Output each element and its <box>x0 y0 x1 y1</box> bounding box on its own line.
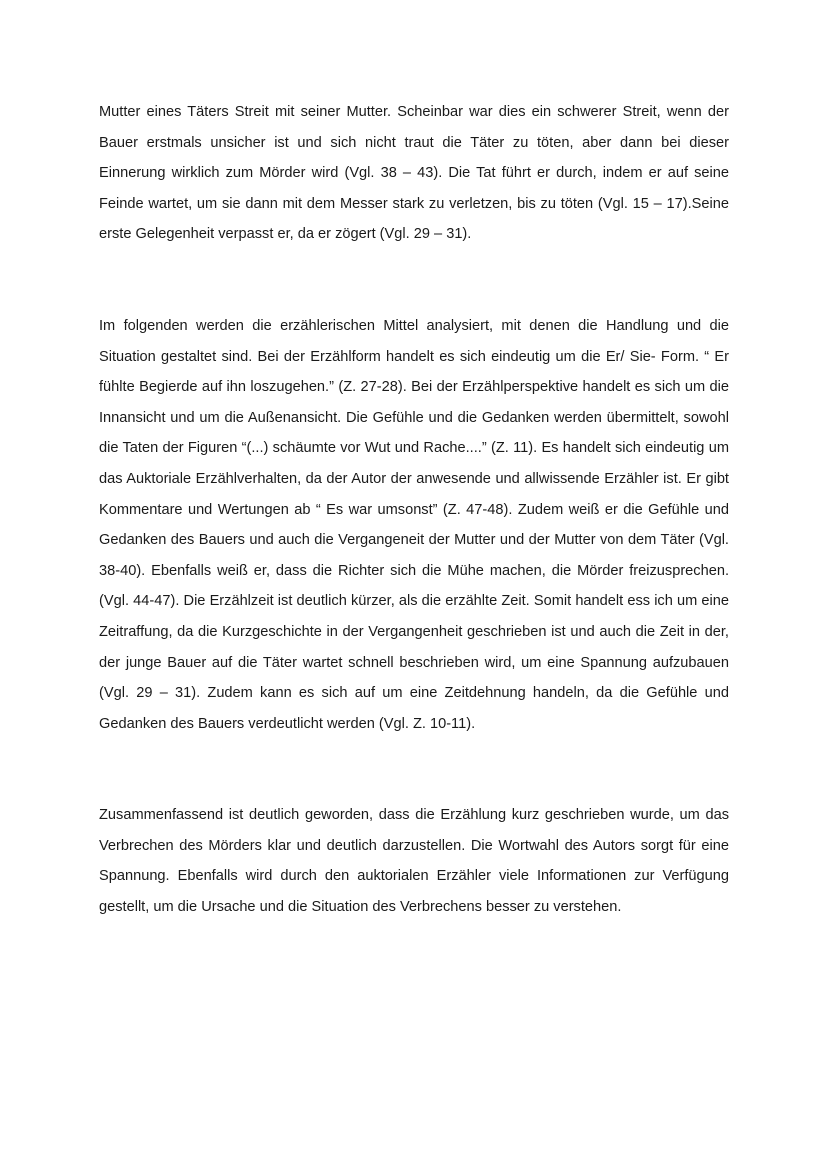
paragraph-conclusion: Zusammenfassend ist deutlich geworden, dass die Erzählung kurz geschrieben wurde, um das Verbrechen des Mörders klar und deutlich darzustellen. Die Wortwahl des Autors sorgt für eine Spannung. Ebenfalls wird durch den auktorialen Erzähler viele Informationen zur Verfügung gestellt, um die Ursache und die Situation des Verbrechens besser zu verstehen. <box>99 807 729 916</box>
paragraph-narrative-analysis: Im folgenden werden die erzählerischen Mittel analysiert, mit denen die Handlung und die Situation gestaltet sind. Bei der Erzählform handelt es sich eindeutig um die Er/ Sie- Form. “ Er fühlte Begierde auf ihn loszugehen.” (Z. 27-28). Bei der Erzählperspektive handelt es sich um die Innansicht und um die Außenansicht. Die Gefühle und die Gedanken werden übermittelt, sowohl die Taten der Figuren “(...) schäumte vor Wut und Rache....” (Z. 11). Es handelt sich eindeutig um das Auktoriale Erzählverhalten, da der Autor der anwesende und allwissende Erzähler ist. Er gibt Kommentare und Wertungen ab “ Es war umsonst” (Z. 47-48). Zudem weiß er die Gefühle und Gedanken des Bauers und auch die Vergangeneit der Mutter und der Mutter von dem Täter (Vgl. 38-40). Ebenfalls weiß er, dass die Richter sich die Mühe machen, die Mörder freizusprechen. (Vgl. 44-47). Die Erzählzeit ist deutlich kürzer, als die erzählte Zeit. Somit handelt ess ich um eine Zeitraffung, da die Kurzgeschichte in der Vergangenheit geschrieben ist und auch die Zeit in der, der junge Bauer auf die Täter wartet schnell beschrieben wird, um eine Spannung aufzubauen (Vgl. 29 – 31). Zudem kann es sich auf um eine Zeitdehnung handeln, da die Gefühle und Gedanken des Bauers verdeutlicht werden (Vgl. Z. 10-11). <box>99 317 729 732</box>
paragraph-plot-summary: Mutter eines Täters Streit mit seiner Mutter. Scheinbar war dies ein schwerer Streit, wenn der Bauer erstmals unsicher ist und sich nicht traut die Täter zu töten, aber dann bei dieser Einnerung wirklich zum Mörder wird (Vgl. 38 – 43). Die Tat führt er durch, indem er auf seine Feinde wartet, um sie dann mit dem Messer stark zu verletzen, bis zu töten (Vgl. 15 – 17).Seine erste Gelegenheit verpasst er, da er zögert (Vgl. 29 – 31). <box>99 104 729 243</box>
document-page <box>99 97 729 923</box>
